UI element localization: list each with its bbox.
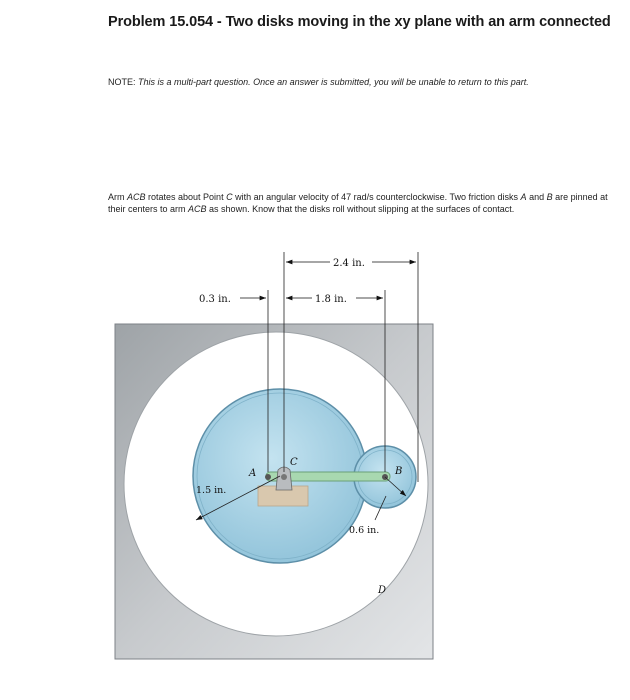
note-label: NOTE: (108, 77, 136, 87)
pin-a (265, 474, 271, 480)
note-text: This is a multi-part question. Once an answer is submitted, you will be unable to return to this part. (138, 77, 529, 87)
problem-text-5: are pinned at their centers to arm (108, 192, 608, 214)
dim-label-radius-b: 0.6 in. (349, 525, 380, 536)
problem-point-label: C (226, 192, 233, 202)
problem-text-2: rotates about Point (145, 192, 227, 202)
dim-label-top: 2.4 in. (333, 258, 365, 269)
label-b: B (395, 466, 403, 477)
problem-text-1: Arm (108, 192, 127, 202)
problem-arm-label: ACB (127, 192, 146, 202)
dim-label-left: 0.3 in. (199, 294, 231, 305)
dim-label-radius-a: 1.5 in. (196, 485, 227, 496)
problem-disk-a-label: A (520, 192, 527, 202)
problem-text-6: as shown. Know that the disks roll without slipping at the surfaces of contact. (206, 203, 515, 214)
problem-text-4: and (526, 192, 547, 202)
page-title: Problem 15.054 - Two disks moving in the xy plane with an arm connected (108, 14, 611, 30)
label-a: A (249, 468, 257, 479)
problem-text-3: with an angular velocity of 47 rad/s counterclockwise. Two friction disks (232, 192, 521, 202)
pin-c (281, 474, 287, 480)
problem-disk-b-label: B (546, 192, 553, 202)
dim-label-mid: 1.8 in. (315, 294, 347, 305)
label-d: D (378, 585, 387, 596)
problem-arm-label-2: ACB (188, 203, 207, 214)
label-c: C (290, 457, 298, 468)
